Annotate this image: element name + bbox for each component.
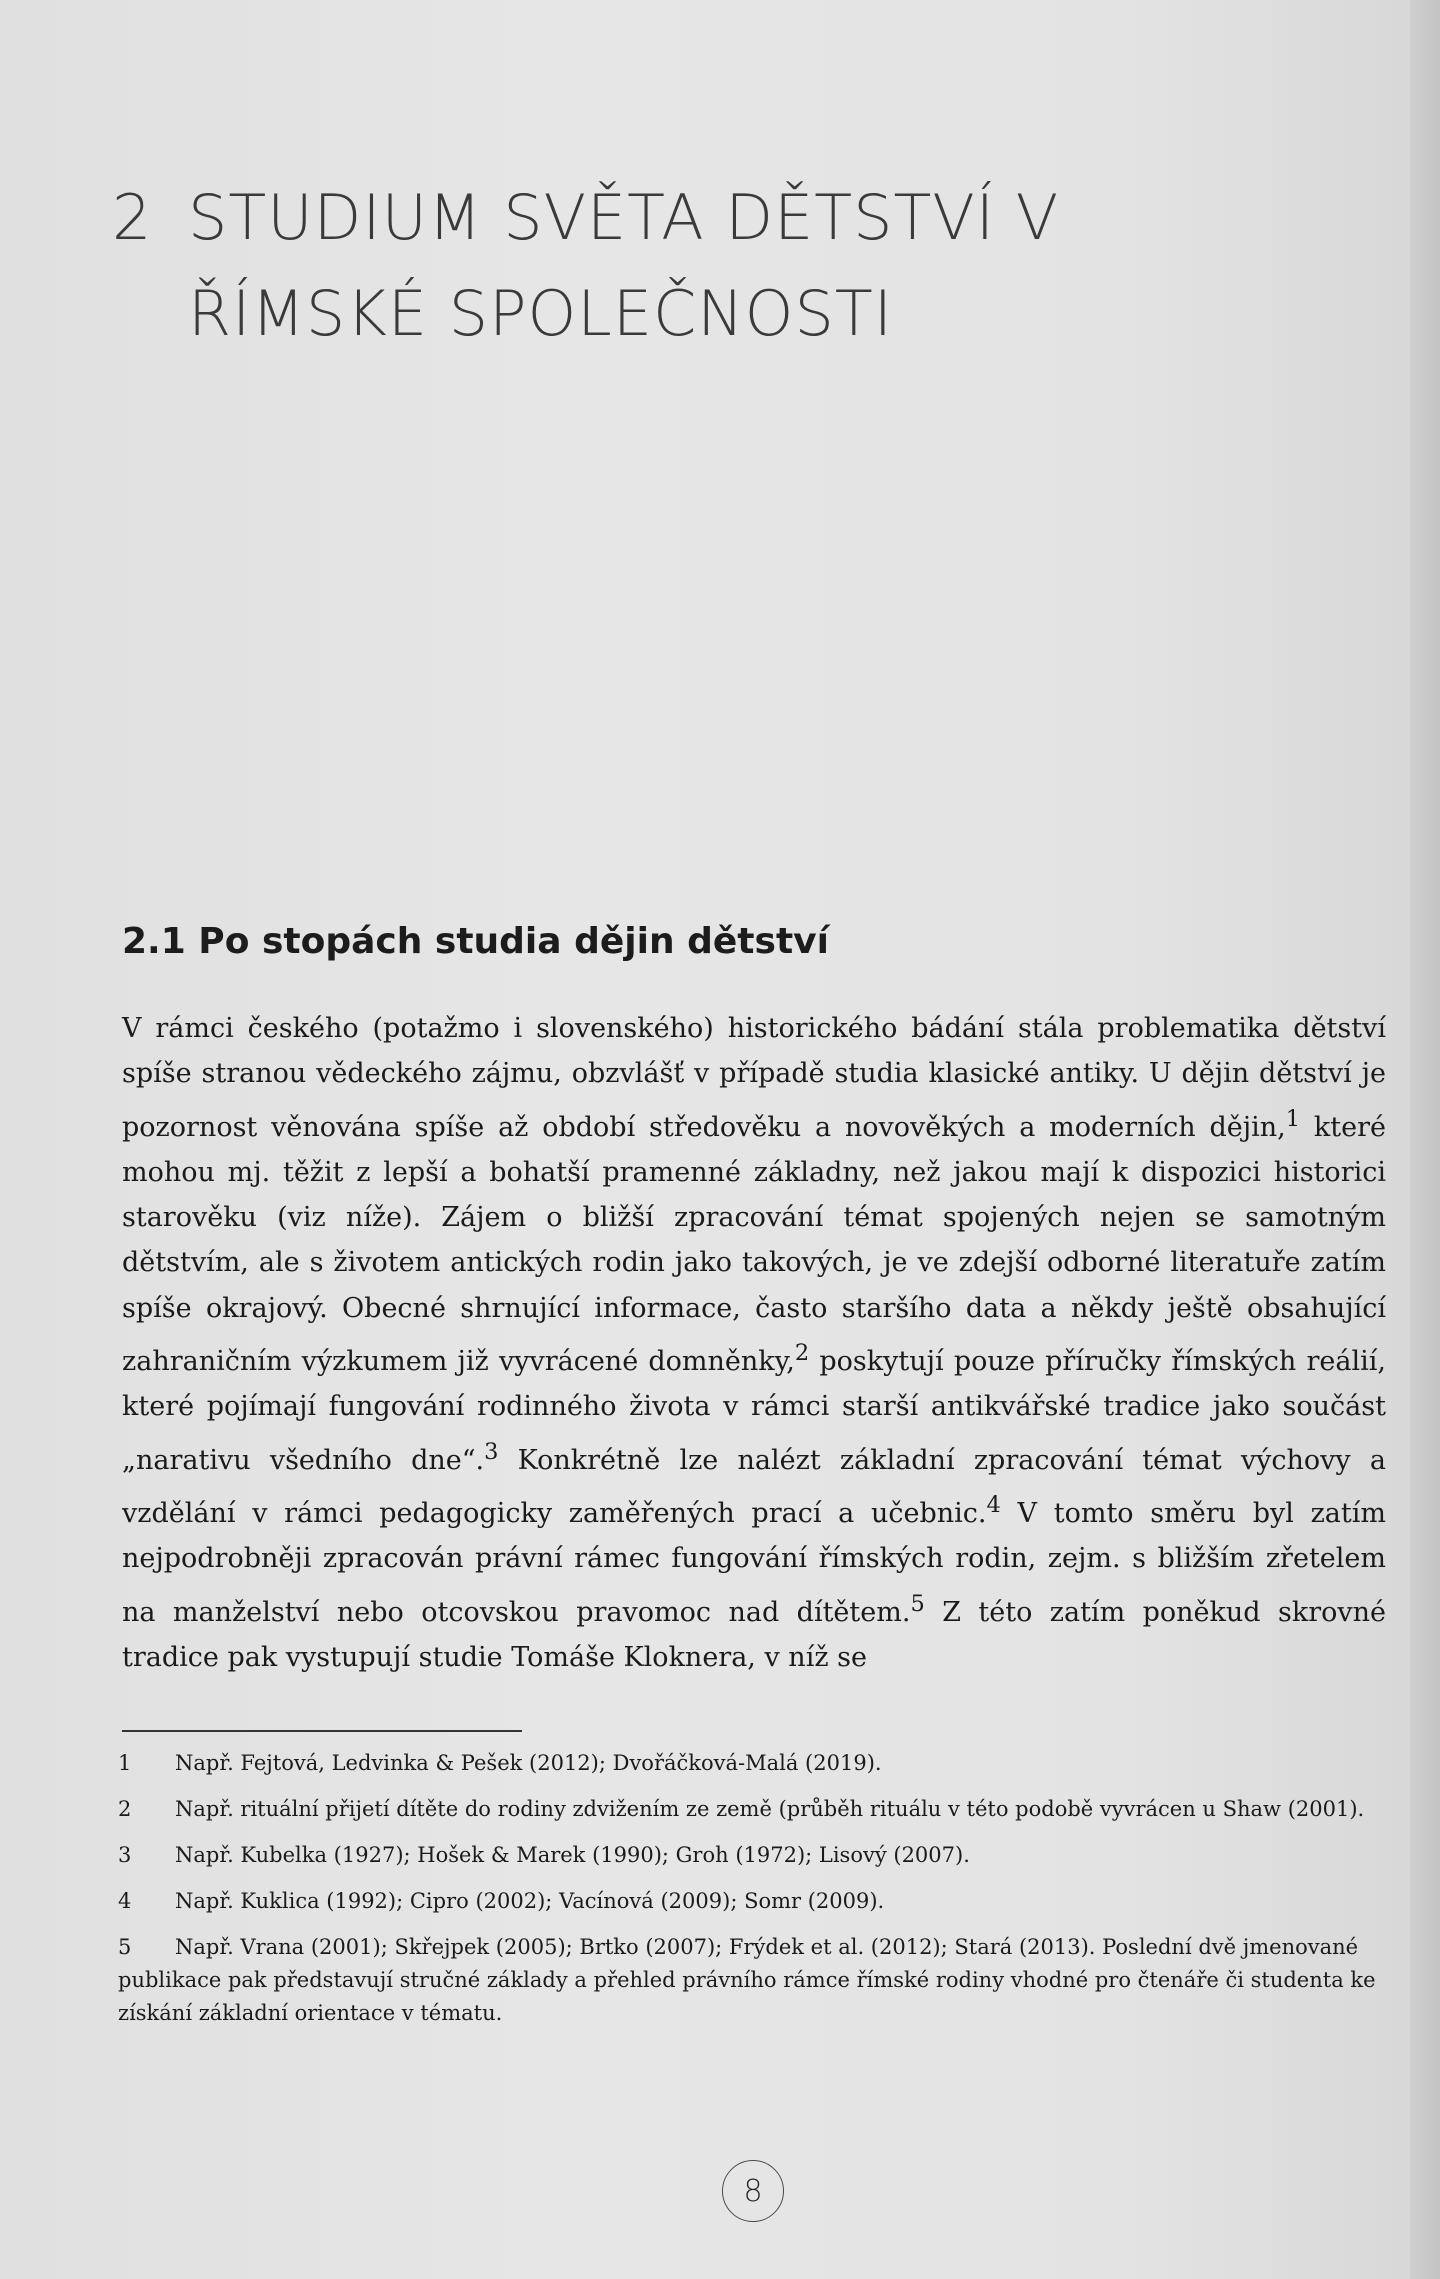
footnote-text: Např. Fejtová, Ledvinka & Pešek (2012); Dvořáčková-Malá (2019). [175,1751,882,1775]
footnote [118,1747,1388,1780]
footnote [118,1793,1388,1826]
body-text-segment: V rámci českého (potažmo i slovenského) historického bádání stála problematika dětství spíše stranou vědeckého zájmu, obzvlášť v případě studia klasické antiky. U dějin dětství je pozornost věnována spíše až období středověku a novověkých a moderních dějin, [122,1013,1386,1143]
footnote [118,1931,1388,2030]
chapter-number: 2 [112,181,153,254]
body-text-segment: poskytují pouze příručky římských reálií, které pojímají fungování rodinného života v rámci starší antikvářské tradice jako součást „narativu všedního dne“. [122,1346,1386,1476]
section-heading: 2.1 Po stopách studia dějin dětství [122,921,829,962]
page-number: 8 [722,2160,784,2222]
footnote-reference: 2 [794,1340,810,1367]
chapter-title: STUDIUM SVĚTA DĚTSTVÍ V ŘÍMSKÉ SPOLEČNOSTI [188,181,1060,350]
footnote-divider [122,1730,522,1732]
footnote-text: Např. rituální přijetí dítěte do rodiny zdvižením ze země (průběh rituálu v této podobě vyvrácen u Shaw (2001). [175,1797,1365,1821]
footnote-reference: 3 [484,1438,499,1465]
page-edge-shadow [1410,0,1440,2279]
footnote-reference: 4 [986,1491,1001,1518]
chapter-heading [112,170,1312,362]
footnote-number: 3 [118,1843,132,1867]
footnote [118,1885,1388,1918]
footnote-number: 2 [118,1797,132,1821]
footnote-text: Např. Vrana (2001); Skřejpek (2005); Brtko (2007); Frýdek et al. (2012); Stará (2013). Poslední dvě jmenované publikace pak představují stručné základy a přehled právního rámce římské rodiny vhodné pro čtenáře či studenta ke získání základní orientace v tématu. [118,1935,1376,2025]
body-paragraph [122,1006,1386,1680]
body-text-segment: které mohou mj. těžit z lepší a bohatší pramenné základny, než jakou mají k dispozici historici starověku (viz níže). Zájem o bližší zpracování témat spojených nejen se samotným dětstvím, ale s životem antických rodin jako takových, je ve zdejší odborné literatuře zatím spíše okrajový. Obecné shrnující informace, často staršího data a někdy ještě obsahující zahraničním výzkumem již vyvrácené domněnky, [122,1111,1386,1378]
body-text-segment: Z této zatím poněkud skrovné tradice pak vystupují studie Tomáše Kloknera, v níž se [122,1596,1386,1673]
footnote-text: Např. Kubelka (1927); Hošek & Marek (1990); Groh (1972); Lisový (2007). [175,1843,970,1867]
body-text-segment: V tomto směru byl zatím nejpodrobněji zpracován právní rámec fungování římských rodin, zejm. s bližším zřetelem na manželství nebo otcovskou pravomoc nad dítětem. [122,1497,1386,1628]
footnotes-list [118,1747,1388,2043]
footnote-number: 5 [118,1935,132,1959]
body-text-segment: Konkrétně lze nalézt základní zpracování témat výchovy a vzdělání v rámci pedagogicky zaměřených prací a učebnic. [122,1444,1386,1529]
footnote [118,1839,1388,1872]
footnote-number: 4 [118,1889,132,1913]
footnote-reference: 1 [1285,1105,1301,1132]
footnote-text: Např. Kuklica (1992); Cipro (2002); Vacínová (2009); Somr (2009). [175,1889,885,1913]
footnote-reference: 5 [910,1590,925,1617]
footnote-number: 1 [118,1751,132,1775]
